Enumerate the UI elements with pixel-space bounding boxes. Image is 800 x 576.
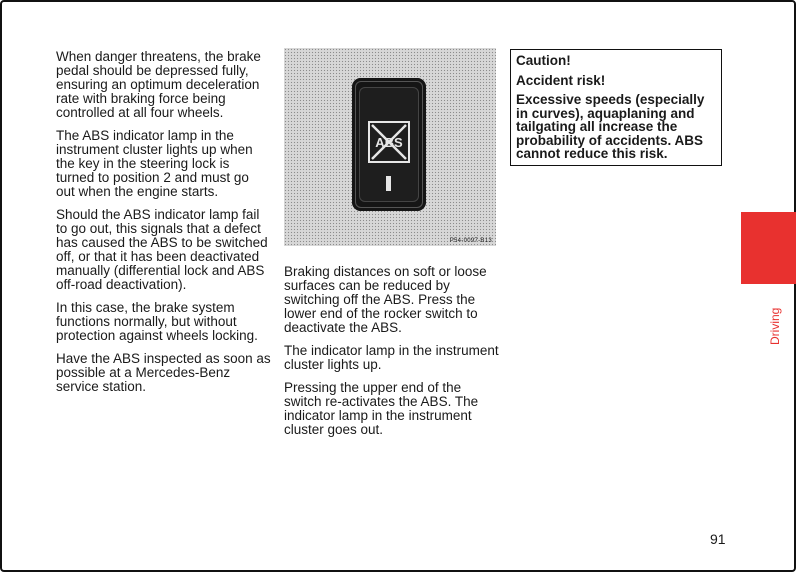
paragraph-reactivate-abs: Pressing the upper end of the switch re-activates the ABS. The indicator lamp in the instrument cluster goes out.	[284, 380, 479, 437]
paragraph-abs-fault: Should the ABS indicator lamp fail to go out, this signals that a defect has caused the ABS to be switched off, or that it has been deactivated manually (differential lock and ABS off-road deactivation).	[56, 207, 268, 292]
abs-switch-figure	[284, 48, 496, 246]
left-column	[56, 50, 271, 403]
caution-subtitle: Accident risk!	[516, 72, 606, 88]
paragraph-lamp-lights-up: The indicator lamp in the instrument cluster lights up.	[284, 343, 499, 372]
caution-box	[510, 49, 722, 166]
paragraph-inspection: Have the ABS inspected as soon as possible at a Mercedes-Benz service station.	[56, 351, 271, 394]
abs-rocker-switch-icon	[352, 78, 426, 211]
paragraph-switch-off-abs: Braking distances on soft or loose surfaces can be reduced by switching off the ABS. Press the lower end of the rocker switch to deactivate the ABS.	[284, 264, 487, 335]
abs-crossed-symbol-icon	[352, 78, 426, 211]
section-tab-text: Driving	[768, 307, 782, 345]
paragraph-emergency-braking: When danger threatens, the brake pedal should be depressed fully, ensuring an optimum deceleration rate with braking force being controlled at all four wheels.	[56, 49, 261, 120]
section-tab-marker	[741, 212, 796, 284]
switch-abs-label: ABS	[375, 135, 403, 150]
paragraph-normal-brakes: In this case, the brake system functions normally, but without protection against wheels locking.	[56, 300, 258, 343]
caution-title: Caution!	[516, 53, 571, 68]
paragraph-abs-lamp: The ABS indicator lamp in the instrument cluster lights up when the key in the steering lock is turned to position 2 and must go out when the engine starts.	[56, 128, 253, 199]
figure-code: P54-0097-B13	[449, 238, 492, 244]
section-tab-label	[758, 297, 782, 347]
caution-body: Excessive speeds (especially in curves), aquaplaning and tailgating all increase the probability of accidents. ABS cannot reduce this risk.	[516, 92, 705, 161]
middle-column	[284, 265, 499, 446]
page-number: 91	[710, 531, 726, 547]
